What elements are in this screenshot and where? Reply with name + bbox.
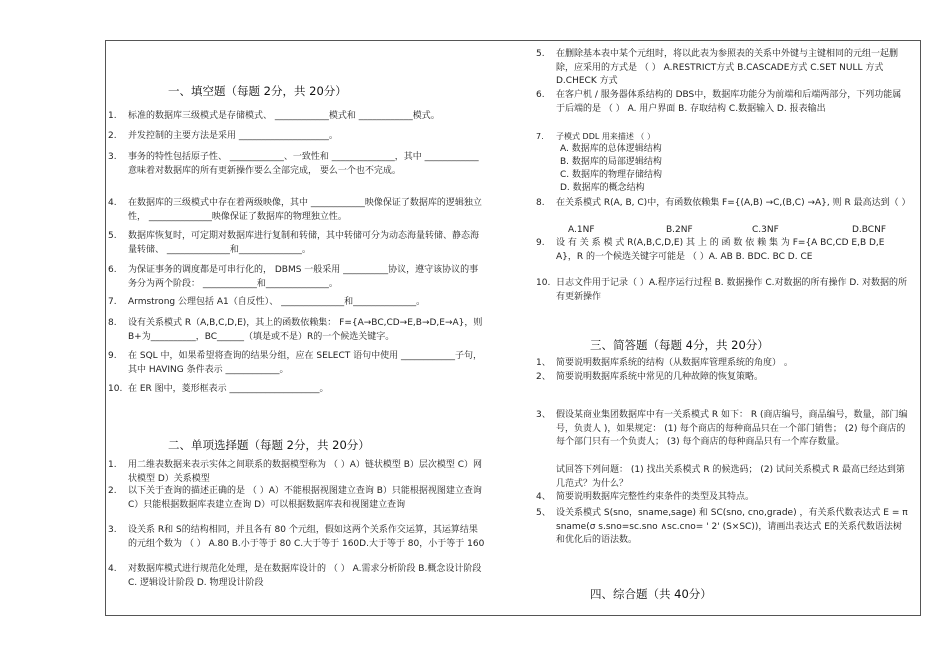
short-question-3: 3、 假设某商业集团数据库中有一关系模式 R 如下： R (商店编号，商品编号，数量，部门编号，负责人 )，如果规定： (1) 每个商店的每种商品只在一个部门销售； (2) 每个商店的每个部门只有一个负责人； (3) 每个商店的每种商品只有一个库存数量。 (536, 410, 908, 447)
choice-question-3: 3. 设关系 R和 S的结构相同，并且各有 80 个元组，假如这两个关系作交运算，其运算结果的元组个数为 （ ） A.80 B.小于等于 80 C.大于等于 160D.大于等于 80，小于等于 160 (108, 525, 485, 549)
choice-question-2: 2. 以下关于查询的描述正确的是 （ ）A）不能根据视图建立查询 B）只能根据视图建立查询 C）只能根据数据库表建立查询 D）可以根据数据库表和视图建立查询 (108, 486, 482, 510)
fill-question-1: 1. 标准的数据库三级模式是存储模式、 ____________模式和 ____________模式。 (108, 111, 440, 121)
fill-question-10: 10. 在 ER 图中，菱形框表示 ____________________。 (108, 384, 329, 394)
fill-question-8: 8. 设有关系模式 R（A,B,C,D,E)，其上的函数依赖集： F={A→BC,CD→E,B→D,E→A}，则 B+为__________，BC______（填是或不是）R的一个候选关键字。 (108, 318, 483, 342)
choice-question-7: 7. 子模式 DDL 用来描述 （ ） (536, 132, 655, 141)
fill-question-5: 5. 数据库恢复时，可定期对数据库进行复制和转储，其中转储可分为动态海量转储、静态海量转储、 ______________和______________。 (108, 231, 480, 255)
choice-question-5: 5. 在删除基本表中某个元组时，将以此表为参照表的关系中外键与主键相同的元组一起删除，应采用的方式是 （ ） A.RESTRICT方式 B.CASCADE方式 C.SET NULL 方式 D.CHECK 方式 (536, 49, 899, 86)
short-question-5: 5、 设关系模式 S(sno，sname,sage) 和 SC(sno, cno,grade) ，有关系代数表达式 E = π sname(σ s.sno=sc.sno ∧sc.cno= ' 2' (S×SC))，请画出表达式 E的关系代数语法树和优化后的语法数。 (536, 508, 908, 545)
q8-option-a: A.1NF (568, 225, 595, 235)
choice-question-4: 4. 对数据库模式进行规范化处理，是在数据库设计的 （ ） A.需求分析阶段 B.概念设计阶段 C. 逻辑设计阶段 D. 物理设计阶段 (108, 564, 482, 588)
fill-question-6: 6. 为保证事务的调度都是可串行化的， DBMS 一般采用 __________协议，遵守该协议的事务分为两个阶段： ____________和______________。 (108, 265, 479, 289)
section-fill-in-title: 一、填空题（每题 2分，共 20分） (168, 84, 347, 98)
section-choice-title: 二、单项选择题（每题 2分，共 20分） (168, 438, 370, 452)
fill-question-2: 2. 并发控制的主要方法是采用 ____________________。 (108, 131, 338, 141)
choice-question-6: 6. 在客户机 / 服务器体系结构的 DBS中，数据库功能分为前端和后端两部分，下列功能属于后端的是 （ ） A. 用户界面 B. 存取结构 C.数据输入 D. 报表输出 (536, 90, 902, 114)
choice-question-9: 9. 设 有 关 系 模 式 R(A,B,C,D,E) 其 上 的 函 数 依 赖 集 为 F={A BC,CD E,B D,E A}，R 的一个候选关键字可能是 （ ）A. AB B. BDC. BC D. CE (536, 238, 885, 262)
short-question-2: 2、 简要说明数据库系统中常见的几种故障的恢复策略。 (536, 372, 764, 382)
choice-question-8: 8. 在关系模式 R(A, B, C)中，有函数依赖集 F={(A,B) →C,(B,C) →A}, 则 R 最高达到（ ） (536, 198, 911, 208)
fill-question-9: 9. 在 SQL 中，如果希望将查询的结果分组，应在 SELECT 语句中使用 ____________子句，其中 HAVING 条件表示 ____________。 (108, 351, 482, 375)
q7-option-d: D. 数据库的概念结构 (560, 183, 645, 193)
fill-question-4: 4. 在数据库的三级模式中存在着两级映像，其中 ____________映像保证了数据库的逻辑独立性， ______________映像保证了数据库的物理独立性。 (108, 198, 482, 222)
fill-question-7: 7. Armstrong 公理包括 A1（自反性）、 ______________和______________。 (108, 297, 426, 307)
short-question-4: 4、 简要说明数据库完整性约束条件的类型及其特点。 (536, 492, 755, 502)
choice-question-10: 10. 日志文件用于记录（ ）A.程序运行过程 B. 数据操作 C.对数据的所有操作 D. 对数据的所有更新操作 (536, 278, 907, 302)
section-comprehensive-title: 四、综合题（共 40分） (590, 587, 712, 601)
q7-option-c: C. 数据库的物理存储结构 (560, 170, 663, 180)
section-short-answer-title: 三、简答题（每题 4分，共 20分） (590, 338, 769, 352)
choice-question-1: 1. 用二维表数据来表示实体之间联系的数据模型称为 （ ）A）链状模型 B）层次模型 C）网状模型 D）关系模型 (108, 460, 483, 484)
q8-option-d: D.BCNF (852, 225, 887, 235)
short-question-3-subquestions: 试回答下列问题： (1) 找出关系模式 R 的候选码； (2) 试问关系模式 R 最高已经达到第几范式？为什么？ (556, 465, 905, 489)
q7-option-a: A. 数据库的总体逻辑结构 (560, 144, 662, 154)
q8-option-b: B.2NF (666, 225, 693, 235)
short-question-1: 1、 简要说明数据库系统的结构（从数据库管理系统的角度） 。 (536, 358, 793, 368)
fill-question-3: 3. 事务的特性包括原子性、 ____________、一致性和 ______________，其中 ____________意味着对数据库的所有更新操作要么全部完成， 要么一个也不完成。 (108, 152, 479, 176)
q7-option-b: B. 数据库的局部逻辑结构 (560, 157, 662, 167)
q8-option-c: C.3NF (752, 225, 779, 235)
